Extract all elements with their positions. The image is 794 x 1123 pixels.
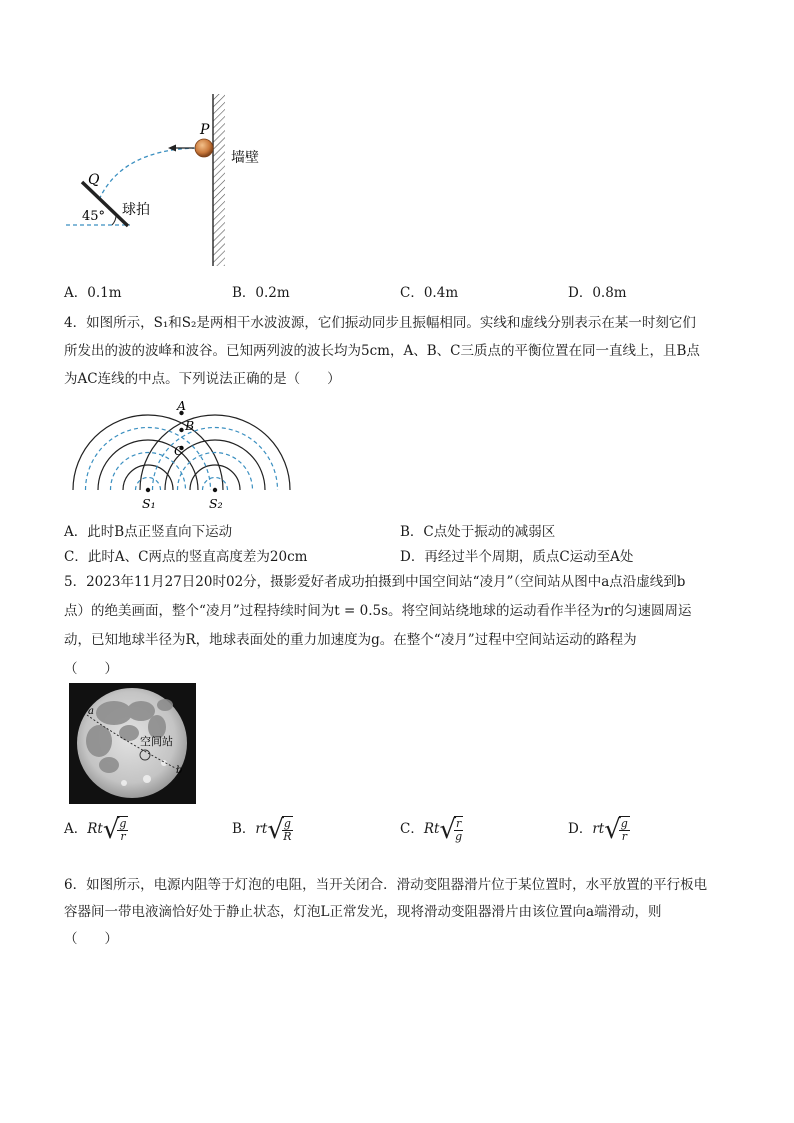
q4-line-3: 为AC连线的中点。下列说法正确的是（ ） xyxy=(64,371,341,387)
s2-trough-2 xyxy=(178,453,253,491)
q4-option-b: B．C点处于振动的减弱区 xyxy=(400,524,556,540)
moon-transit-photo xyxy=(69,683,196,804)
point-b xyxy=(179,428,183,432)
q3-option-c: C．0.4m xyxy=(400,285,459,301)
wall-racket-figure xyxy=(60,90,280,270)
label-angle: 45° xyxy=(82,209,106,224)
wall-hatch xyxy=(213,94,225,266)
q5-line-4: （ ） xyxy=(64,661,118,677)
q5-option-d: D．rt √ $\frac{g}{r}$ xyxy=(568,814,628,845)
q3-option-d: D．0.8m xyxy=(568,285,627,301)
q3-option-b: B．0.2m xyxy=(232,285,290,301)
q5-option-a: A．Rt √ $\frac{g}{r}$ xyxy=(64,814,127,845)
q4-option-c: C．此时A、C两点的竖直高度差为20cm xyxy=(64,549,308,565)
q6-line-1: 6．如图所示，电源内阻等于灯泡的电阻，当开关闭合．滑动变阻器滑片位于某位置时，水平放置的平行板电 xyxy=(64,877,708,893)
s1-trough-2 xyxy=(111,453,186,491)
label-s1: S₁ xyxy=(142,496,156,511)
label-racket: 球拍 xyxy=(122,202,150,218)
q6-line-2: 容器间一带电液滴恰好处于静止状态，灯泡L正常发光，现将滑动变阻器滑片由该位置向a端滑动，则 xyxy=(64,904,662,920)
q4-question xyxy=(64,309,700,393)
label-q: Q xyxy=(88,172,100,188)
q4-option-d: D．再经过半个周期，质点C运动至A处 xyxy=(400,549,634,565)
wave-interference-figure xyxy=(64,396,300,516)
moon-label-b: b xyxy=(176,765,183,776)
moon-label-a: a xyxy=(88,706,94,717)
q5-option-b: B．rt √ $\frac{g}{R}$ xyxy=(232,814,292,845)
q4-line-1: 4．如图所示，S₁和S₂是两相干水波波源，它们振动同步且振幅相同。实线和虚线分别表示在某一时刻它们 xyxy=(64,315,696,331)
q5-line-2: 点）的绝美画面，整个“凌月”过程持续时间为t = 0.5s。将空间站绕地球的运动看作半径为r的匀速圆周运 xyxy=(64,603,692,619)
q5-line-3: 动，已知地球半径为R，地球表面处的重力加速度为g。在整个“凌月”过程中空间站运动的路程为 xyxy=(64,632,637,648)
angle-arc xyxy=(112,215,116,225)
q4-option-a: A．此时B点正竖直向下运动 xyxy=(64,524,233,540)
q5-line-1: 5．2023年11月27日20时02分，摄影爱好者成功拍摄到中国空间站“凌月”（空间站从图中a点沿虚线到b xyxy=(64,574,686,590)
source-s2 xyxy=(213,488,217,492)
q6-line-3: （ ） xyxy=(64,931,118,947)
ball xyxy=(195,139,213,157)
label-b: B xyxy=(185,418,195,433)
trajectory-curve xyxy=(98,148,196,202)
q3-option-a: A．0.1m xyxy=(64,285,122,301)
label-wall: 墙壁 xyxy=(231,150,259,166)
q5-question xyxy=(64,568,691,684)
q4-line-2: 所发出的波的波峰和波谷。已知两列波的波长均为5cm，A、B、C三质点的平衡位置在同一直线上，且B点 xyxy=(64,343,700,359)
source-s1 xyxy=(146,488,150,492)
label-p: P xyxy=(200,122,210,138)
label-c: C xyxy=(174,443,184,458)
label-s2: S₂ xyxy=(209,496,223,511)
q5-option-c: C．Rt √ $\frac{r}{g}$ xyxy=(400,814,463,845)
moon-label-station: 空间站 xyxy=(140,735,173,748)
label-a: A xyxy=(177,398,187,413)
q6-question xyxy=(64,872,707,953)
